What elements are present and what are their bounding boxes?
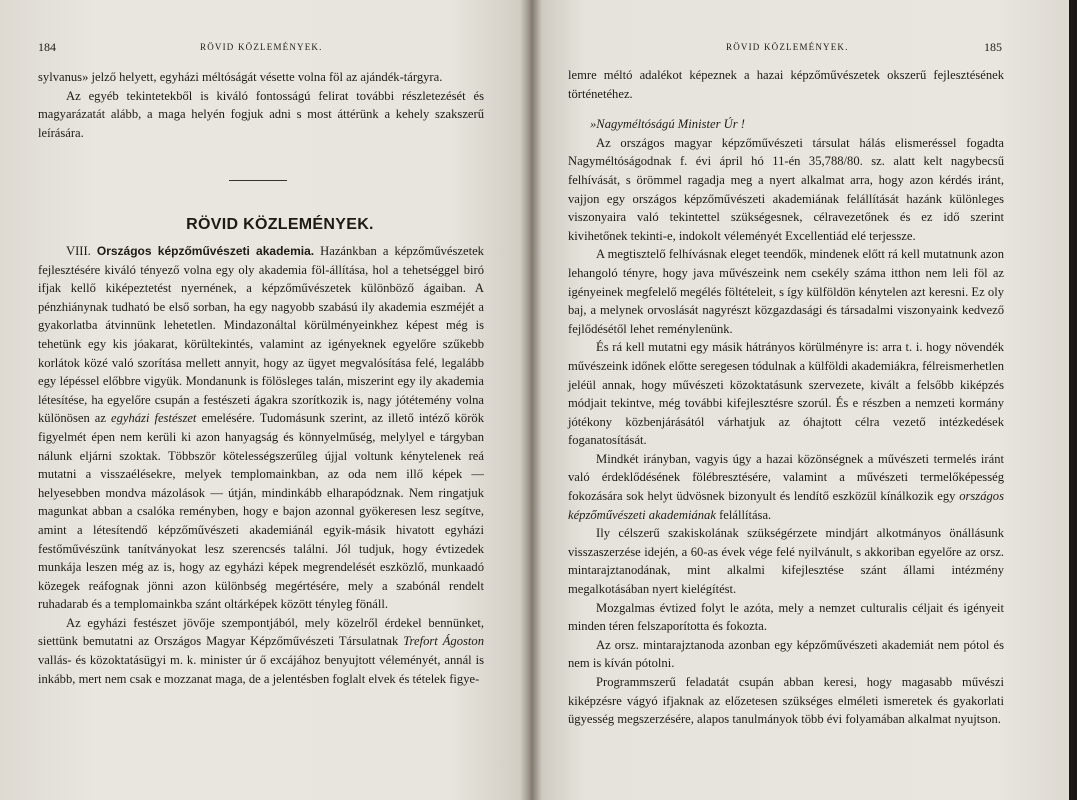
article-text-2b: vallás- és közoktatásügyi m. k. minister úr ő excájához benyujtott véleményét, annál is inkább, mert nem csak e mozzanat maga, de a jelentésben foglalt elvek és tételek figye- [38,653,484,686]
right-text [568,66,1004,729]
article-paragraph-1 [38,242,484,614]
right-paragraph-2: A megtisztelő felhívásnak eleget teendők, mindenek előtt rá kell mutatnunk azon lehangoló tényre, hogy java művészeink nem csekély száma itthon nem leli föl az igényeinek megfelelő megélés föltételeit, s így külföldön kénytelen azt keresni. Ez oly baj, a melynek orvoslását nagyrészt közgazdasági és társadalmi viszonyaink kedvező fejlődésétől lehet reménylenünk. [568,247,1004,336]
article-number: VIII. [66,244,91,258]
right-paragraph-0: lemre méltó adalékot képeznek a hazai képzőművészetek okszerű fejlesztésének történetéhez. [568,68,1004,101]
article-text-1a: Hazánkban a képzőművészetek fejlesztésére kiváló tényező volna egy oly akademia föl-állítása, hol a tehetséggel biró ifjak kellő kiképeztetést nyernének, a képzőművészetek különböző ágaiban. A pénzhiánynak tudható be első sorban, ha egy nagyobb szabású ily akademia eszméjét a gyakorlatba átvinnünk lehetetlen. Mindazonáltal körülményeinkhez képest még is tehetünk egy kis jóakarat, körültekintés, valamint az igényeknek egyelőre szűkebb korlátok közé való szorítása mellett annyit, hogy az ügyet megvalósítása felé, legalább egy lépéssel előbbre vigyük. Mondanunk is fölösleges talán, miszerint egy ily akademia létesítése, ha egyelőre csupán a festészeti ágakra szorítkozik is, nagy jótétemény volna különösen az [38,244,484,426]
right-page [530,0,1077,800]
left-running-head: RÖVID KÖZLEMÉNYEK. [200,42,323,52]
right-running-head: RÖVID KÖZLEMÉNYEK. [726,42,849,52]
section-title: RÖVID KÖZLEMÉNYEK. [186,216,374,233]
article-paragraph-2 [38,614,484,688]
article-heading: Országos képzőművészeti akademia. [96,244,315,258]
article-text-1b: emelésére. Tudomásunk szerint, az illető intéző körök figyelmét épen nem kerüli ki azon hanyagság és könnyelműség, melylyel e tárgyban nálunk eljárni szoktak. Többször kötelességszerűleg újjal voltunk kénytelenek reá mutatni a visszaélésekre, melyek templomainkban, az oda nem illő képek — helyesebben mondva mázolások — útján, mindinkább elharapódznak. Nem ringatjuk magunkat abban a csalóka reményben, hogy e bajon azonnal gyökeresen lesz segítve, amint a létesítendő képzőművészeti akademiánál egyik-másik hivatott egyházi festőművészünk tanítványokat lesz szerencsés találni. Jól tudjuk, hogy évtizedek munkája leszen még az is, hogy az egyházi képek megrendelését eszközlő, munkaadó közegek reáfognak jönni azon különbség megértésére, mely a szabónál rendelt ruhadarab és a templomainkba szánt oltárképek között tényleg fönáll. [38,411,484,612]
right-text-4a: Mindkét irányban, vagyis úgy a hazai közönségnek a művészeti termelés iránt való érdeklődésének fölébresztésére, valamint a művészeti termelőképesség fokozására sok helyt üdvösnek bizonyult és lendítő eszközül kínálkozik egy [568,451,1004,504]
article-italic-2: Trefort Ágoston [403,634,484,649]
article-italic-1: egyházi festészet [110,411,197,426]
right-page-number: 185 [984,40,1002,54]
right-paragraph-1: Az országos magyar képzőművészeti társulat hálás elismeréssel fogadta Nagyméltóságodnak f. évi ápril hó 11-én 35,788/80. sz. alatt kelt nagybecsű felhívását, s örömmel ragadja meg a nyert alkalmat arra, hogy azon kérdés iránt, vajjon egy országos képzőművészeti akademiának felállítását hazánk különleges viszonyaira való tekintettel szükségesnek, célravezetőnek és ez idő szerint kivihetőnek tekinti-e, indokolt véleményét Excellentiád elé terjessze. [568,135,1004,243]
left-page-number: 184 [38,40,56,54]
salutation: »Nagyméltóságú Minister Úr ! [590,117,745,132]
book-gutter [520,0,542,800]
left-page [0,0,530,800]
intro-paragraph-1: sylvanus» jelző helyett, egyházi méltóságát vésette volna föl az ajándék-tárgyra. [38,70,443,84]
section-divider [229,180,287,181]
right-paragraph-7: Az orsz. mintarajztanoda azonban egy képzőművészeti akademiát nem pótol és nem is kíván pótolni. [568,637,1004,671]
left-intro [38,68,484,142]
scan-edge [1069,0,1077,800]
right-paragraph-3: És rá kell mutatni egy másik hátrányos körülményre is: arra t. i. hogy növendék művészeink időnek előtte seregesen tódulnak a külföldi akademiákra, félreismerhetlen jeléül annak, hogy művészeti közoktatásunk szervezete, kivált a felsőbb kiképzés módjait tekintve, még további kifejlesztésre szorúl. És e részben a nemzeti kormány jótékony közbenjárásától várhatjuk az óhajtott célra vezető intézkedések foganatosítását. [568,340,1004,448]
left-article [38,242,484,688]
right-paragraph-6: Mozgalmas évtized folyt le azóta, mely a nemzet culturalis céljait és igényeit minden téren felszaporította és fokozta. [568,600,1004,634]
right-paragraph-8: Programmszerű feladatát csupán abban keresi, hogy magasabb művészi kiképzésre vágyó ifjaknak az előzetesen szükséges elméleti ismeretek és gyakorlati ügyesség megszerzésére, alapos tanulmányok több évi folyamában alkalmat nyujtson. [568,675,1004,727]
right-paragraph-5: Ily célszerű szakiskolának szükségérzete mindjárt alkotmányos önállásunk visszaszerzése idején, a 60-as évek vége felé nyilvánult, s akkoriban egyelőre az orsz. mintarajztanodának, mint alkalmi kifejlesztése szánt állami intézmény megalkotásában nyert kielégítést. [568,526,1004,597]
right-text-4b: felállítása. [719,507,772,522]
right-paragraph-4 [568,450,1004,524]
right-italic-4: országos képzőművészeti akademiának [568,489,1004,522]
intro-paragraph-2: Az egyéb tekintetekből is kiváló fontosságú felirat további részletezését és magyarázatát alább, a maga helyén fogjuk adni s most áttérünk a kehely szakszerű leírására. [38,88,484,140]
article-text-2a: Az egyházi festészet jövője szempontjából, mely közelről érdekel bennünket, siettünk bemutatni az Országos Magyar Képzőművészeti Társulatnak [38,615,484,649]
